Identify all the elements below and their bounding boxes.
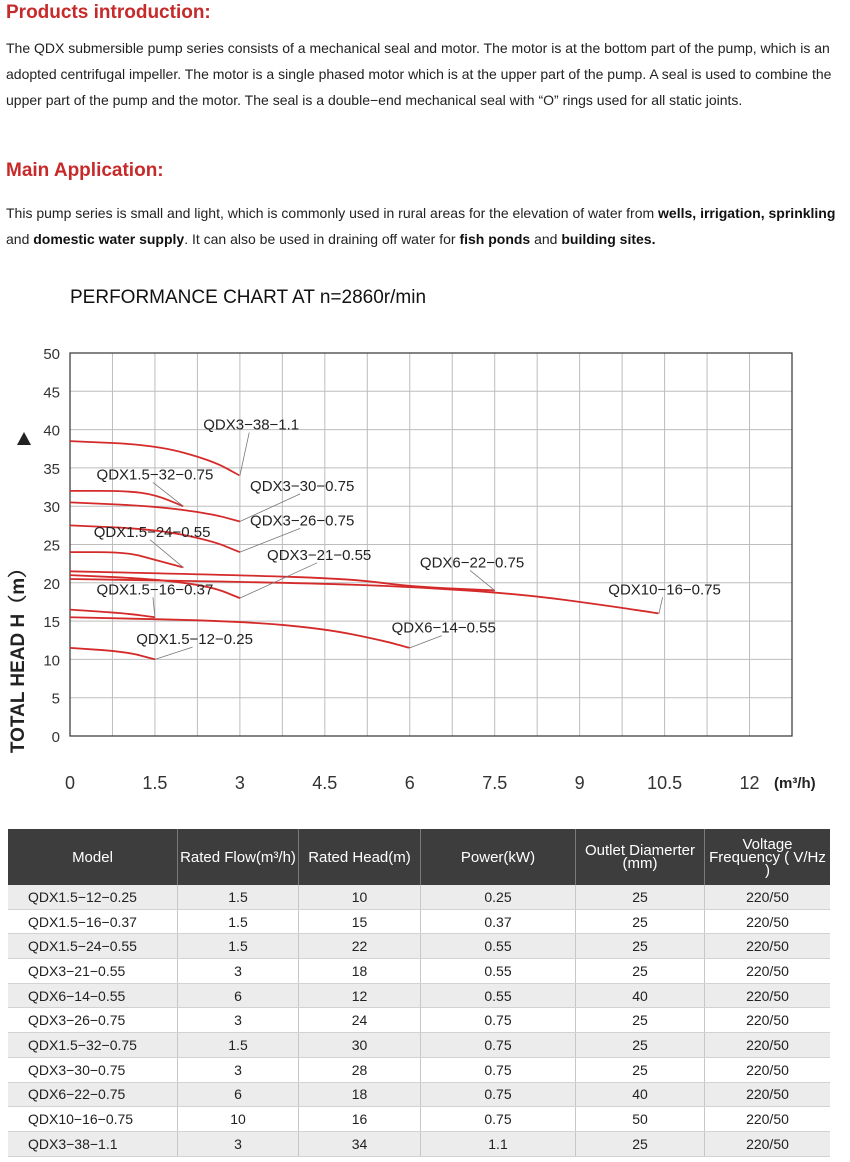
spec-table bbox=[8, 829, 830, 1157]
application-highlight: building sites. bbox=[561, 231, 656, 247]
application-paragraph bbox=[6, 200, 848, 252]
table-cell: QDX3−30−0.75 bbox=[8, 1057, 178, 1082]
table-cell: 25 bbox=[576, 1057, 705, 1082]
label-leader bbox=[153, 482, 183, 506]
table-cell: 220/50 bbox=[705, 1057, 831, 1082]
application-text: and bbox=[6, 231, 34, 247]
column-header: Outlet Diamerter (mm) bbox=[576, 829, 705, 885]
curve-label: QDX3−30−0.75 bbox=[250, 477, 355, 495]
table-cell: QDX1.5−24−0.55 bbox=[8, 934, 178, 959]
table-cell: 1.5 bbox=[178, 885, 299, 909]
table-cell: 220/50 bbox=[705, 885, 831, 909]
table-cell: 10 bbox=[299, 885, 421, 909]
table-cell: 0.75 bbox=[421, 1082, 576, 1107]
table-cell: 16 bbox=[299, 1107, 421, 1132]
table-cell: 10 bbox=[178, 1107, 299, 1132]
chart-ticks bbox=[43, 346, 759, 793]
table-cell: 1.5 bbox=[178, 1033, 299, 1058]
table-cell: 6 bbox=[178, 983, 299, 1008]
y-tick-label: 20 bbox=[43, 575, 60, 593]
table-row bbox=[8, 1082, 830, 1107]
curve-label: QDX1.5−24−0.55 bbox=[93, 523, 211, 541]
table-row bbox=[8, 909, 830, 934]
application-text: and bbox=[530, 231, 562, 247]
table-cell: 220/50 bbox=[705, 934, 831, 959]
table-row bbox=[8, 1008, 830, 1033]
table-cell: 25 bbox=[576, 885, 705, 909]
intro-heading: Products introduction: bbox=[6, 2, 211, 23]
column-header: Rated Flow(m³/h) bbox=[178, 829, 299, 885]
table-cell: 25 bbox=[576, 1008, 705, 1033]
table-row bbox=[8, 1057, 830, 1082]
application-highlight: fish ponds bbox=[459, 231, 531, 247]
label-leader bbox=[470, 570, 495, 590]
table-cell: 220/50 bbox=[705, 909, 831, 934]
application-highlight: domestic water supply bbox=[33, 231, 185, 247]
table-cell: 24 bbox=[299, 1008, 421, 1033]
y-axis-arrow-icon bbox=[17, 432, 31, 445]
table-cell: 25 bbox=[576, 909, 705, 934]
x-tick-label: 9 bbox=[574, 773, 585, 793]
y-tick-label: 5 bbox=[51, 690, 60, 708]
x-tick-label: 1.5 bbox=[142, 773, 168, 793]
table-cell: 25 bbox=[576, 959, 705, 984]
y-tick-label: 45 bbox=[43, 384, 60, 402]
table-header-row bbox=[8, 829, 830, 885]
label-leader bbox=[155, 647, 193, 659]
x-tick-label: 0 bbox=[64, 773, 76, 793]
x-tick-label: 4.5 bbox=[312, 773, 338, 793]
table-row bbox=[8, 959, 830, 984]
table-cell: QDX1.5−12−0.25 bbox=[8, 885, 178, 909]
label-leader bbox=[240, 563, 317, 598]
table-cell: 3 bbox=[178, 1057, 299, 1082]
table-row bbox=[8, 934, 830, 959]
table-row bbox=[8, 1131, 830, 1156]
table-cell: 220/50 bbox=[705, 1107, 831, 1132]
y-tick-label: 50 bbox=[43, 346, 60, 363]
application-text: . It can also be used in draining off water for bbox=[184, 231, 460, 247]
table-cell: 12 bbox=[299, 983, 421, 1008]
table-cell: 30 bbox=[299, 1033, 421, 1058]
x-axis-unit: (m³/h) bbox=[774, 775, 816, 792]
table-row bbox=[8, 983, 830, 1008]
table-cell: 0.75 bbox=[421, 1107, 576, 1132]
table-cell: 22 bbox=[299, 934, 421, 959]
table-cell: QDX6−22−0.75 bbox=[8, 1082, 178, 1107]
x-tick-label: 6 bbox=[404, 773, 415, 793]
curve-label: QDX3−21−0.55 bbox=[267, 546, 372, 564]
table-cell: 34 bbox=[299, 1131, 421, 1156]
label-leader bbox=[659, 597, 663, 613]
table-cell: 0.55 bbox=[421, 934, 576, 959]
label-leader bbox=[240, 433, 249, 476]
table-cell: 40 bbox=[576, 983, 705, 1008]
curve-label: QDX6−14−0.55 bbox=[391, 619, 496, 637]
table-cell: 40 bbox=[576, 1082, 705, 1107]
y-tick-label: 30 bbox=[43, 499, 60, 517]
y-tick-label: 40 bbox=[43, 422, 60, 440]
table-cell: 25 bbox=[576, 934, 705, 959]
curve-label: QDX1.5−12−0.25 bbox=[136, 631, 253, 649]
chart-grid bbox=[70, 353, 792, 736]
y-axis-label: TOTAL HEAD H（m） bbox=[8, 558, 29, 754]
table-cell: 220/50 bbox=[705, 1131, 831, 1156]
table-cell: 50 bbox=[576, 1107, 705, 1132]
table-cell: 0.75 bbox=[421, 1033, 576, 1058]
table-cell: 220/50 bbox=[705, 959, 831, 984]
curve-label: QDX1.5−32−0.75 bbox=[96, 466, 214, 484]
table-cell: 0.75 bbox=[421, 1057, 576, 1082]
table-cell: 1.5 bbox=[178, 934, 299, 959]
label-leader bbox=[410, 636, 442, 648]
table-cell: 6 bbox=[178, 1082, 299, 1107]
column-header: Power(kW) bbox=[421, 829, 576, 885]
table-cell: 3 bbox=[178, 959, 299, 984]
table-cell: 0.25 bbox=[421, 885, 576, 909]
x-tick-label: 7.5 bbox=[482, 773, 508, 793]
table-body bbox=[8, 885, 830, 1156]
column-header: Rated Head(m) bbox=[299, 829, 421, 885]
y-tick-label: 15 bbox=[43, 614, 60, 632]
table-cell: 25 bbox=[576, 1131, 705, 1156]
curve-label: QDX6−22−0.75 bbox=[419, 554, 525, 572]
y-tick-label: 0 bbox=[51, 729, 60, 746]
x-tick-label: 10.5 bbox=[647, 773, 683, 793]
table-cell: 3 bbox=[178, 1131, 299, 1156]
performance-chart bbox=[0, 270, 850, 810]
table-cell: 220/50 bbox=[705, 1033, 831, 1058]
table-cell: 220/50 bbox=[705, 1082, 831, 1107]
table-cell: 0.55 bbox=[421, 983, 576, 1008]
table-cell: 0.75 bbox=[421, 1008, 576, 1033]
curve-label: QDX3−38−1.1 bbox=[203, 416, 300, 434]
application-heading: Main Application: bbox=[6, 160, 164, 181]
y-tick-label: 25 bbox=[43, 537, 60, 555]
table-cell: 15 bbox=[299, 909, 421, 934]
table-cell: 18 bbox=[299, 959, 421, 984]
column-header: Model bbox=[8, 829, 178, 885]
table-row bbox=[8, 885, 830, 909]
curve-label: QDX1.5−16−0.37 bbox=[96, 581, 214, 599]
table-cell: QDX6−14−0.55 bbox=[8, 983, 178, 1008]
curve-line bbox=[70, 552, 183, 567]
application-highlight: wells, irrigation, sprinkling bbox=[658, 205, 836, 221]
table-cell: 25 bbox=[576, 1033, 705, 1058]
table-cell: 18 bbox=[299, 1082, 421, 1107]
table-cell: 3 bbox=[178, 1008, 299, 1033]
table-cell: 0.37 bbox=[421, 909, 576, 934]
table-cell: QDX3−38−1.1 bbox=[8, 1131, 178, 1156]
x-tick-label: 3 bbox=[234, 773, 245, 793]
table-cell: 28 bbox=[299, 1057, 421, 1082]
y-tick-label: 35 bbox=[43, 460, 60, 478]
table-cell: QDX1.5−16−0.37 bbox=[8, 909, 178, 934]
x-tick-label: 12 bbox=[739, 773, 760, 793]
table-cell: 1.5 bbox=[178, 909, 299, 934]
table-cell: QDX1.5−32−0.75 bbox=[8, 1033, 178, 1058]
table-cell: 1.1 bbox=[421, 1131, 576, 1156]
table-row bbox=[8, 1107, 830, 1132]
application-text: This pump series is small and light, which is commonly used in rural areas for the elevation of water from bbox=[6, 205, 659, 221]
curve-label: QDX10−16−0.75 bbox=[608, 581, 721, 599]
curve-label: QDX3−26−0.75 bbox=[250, 512, 355, 530]
chart-title: PERFORMANCE CHART AT n=2860r/min bbox=[70, 287, 427, 308]
table-cell: 0.55 bbox=[421, 959, 576, 984]
table-cell: QDX10−16−0.75 bbox=[8, 1107, 178, 1132]
intro-paragraph: The QDX submersible pump series consists of a mechanical seal and motor. The motor is at the bottom part of the pump, which is an adopted centrifugal impeller. The motor is a single phased motor which is at the upper part of the pump. A seal is used to combine the upper part of the pump and the motor. The seal is a double−end mechanical seal with “O” rings used for all static joints. bbox=[6, 40, 832, 108]
table-cell: 220/50 bbox=[705, 1008, 831, 1033]
table-cell: QDX3−26−0.75 bbox=[8, 1008, 178, 1033]
table-cell: 220/50 bbox=[705, 983, 831, 1008]
column-header: Voltage Frequency ( V/Hz ) bbox=[705, 829, 831, 885]
table-cell: QDX3−21−0.55 bbox=[8, 959, 178, 984]
y-tick-label: 10 bbox=[43, 652, 60, 670]
table-row bbox=[8, 1033, 830, 1058]
